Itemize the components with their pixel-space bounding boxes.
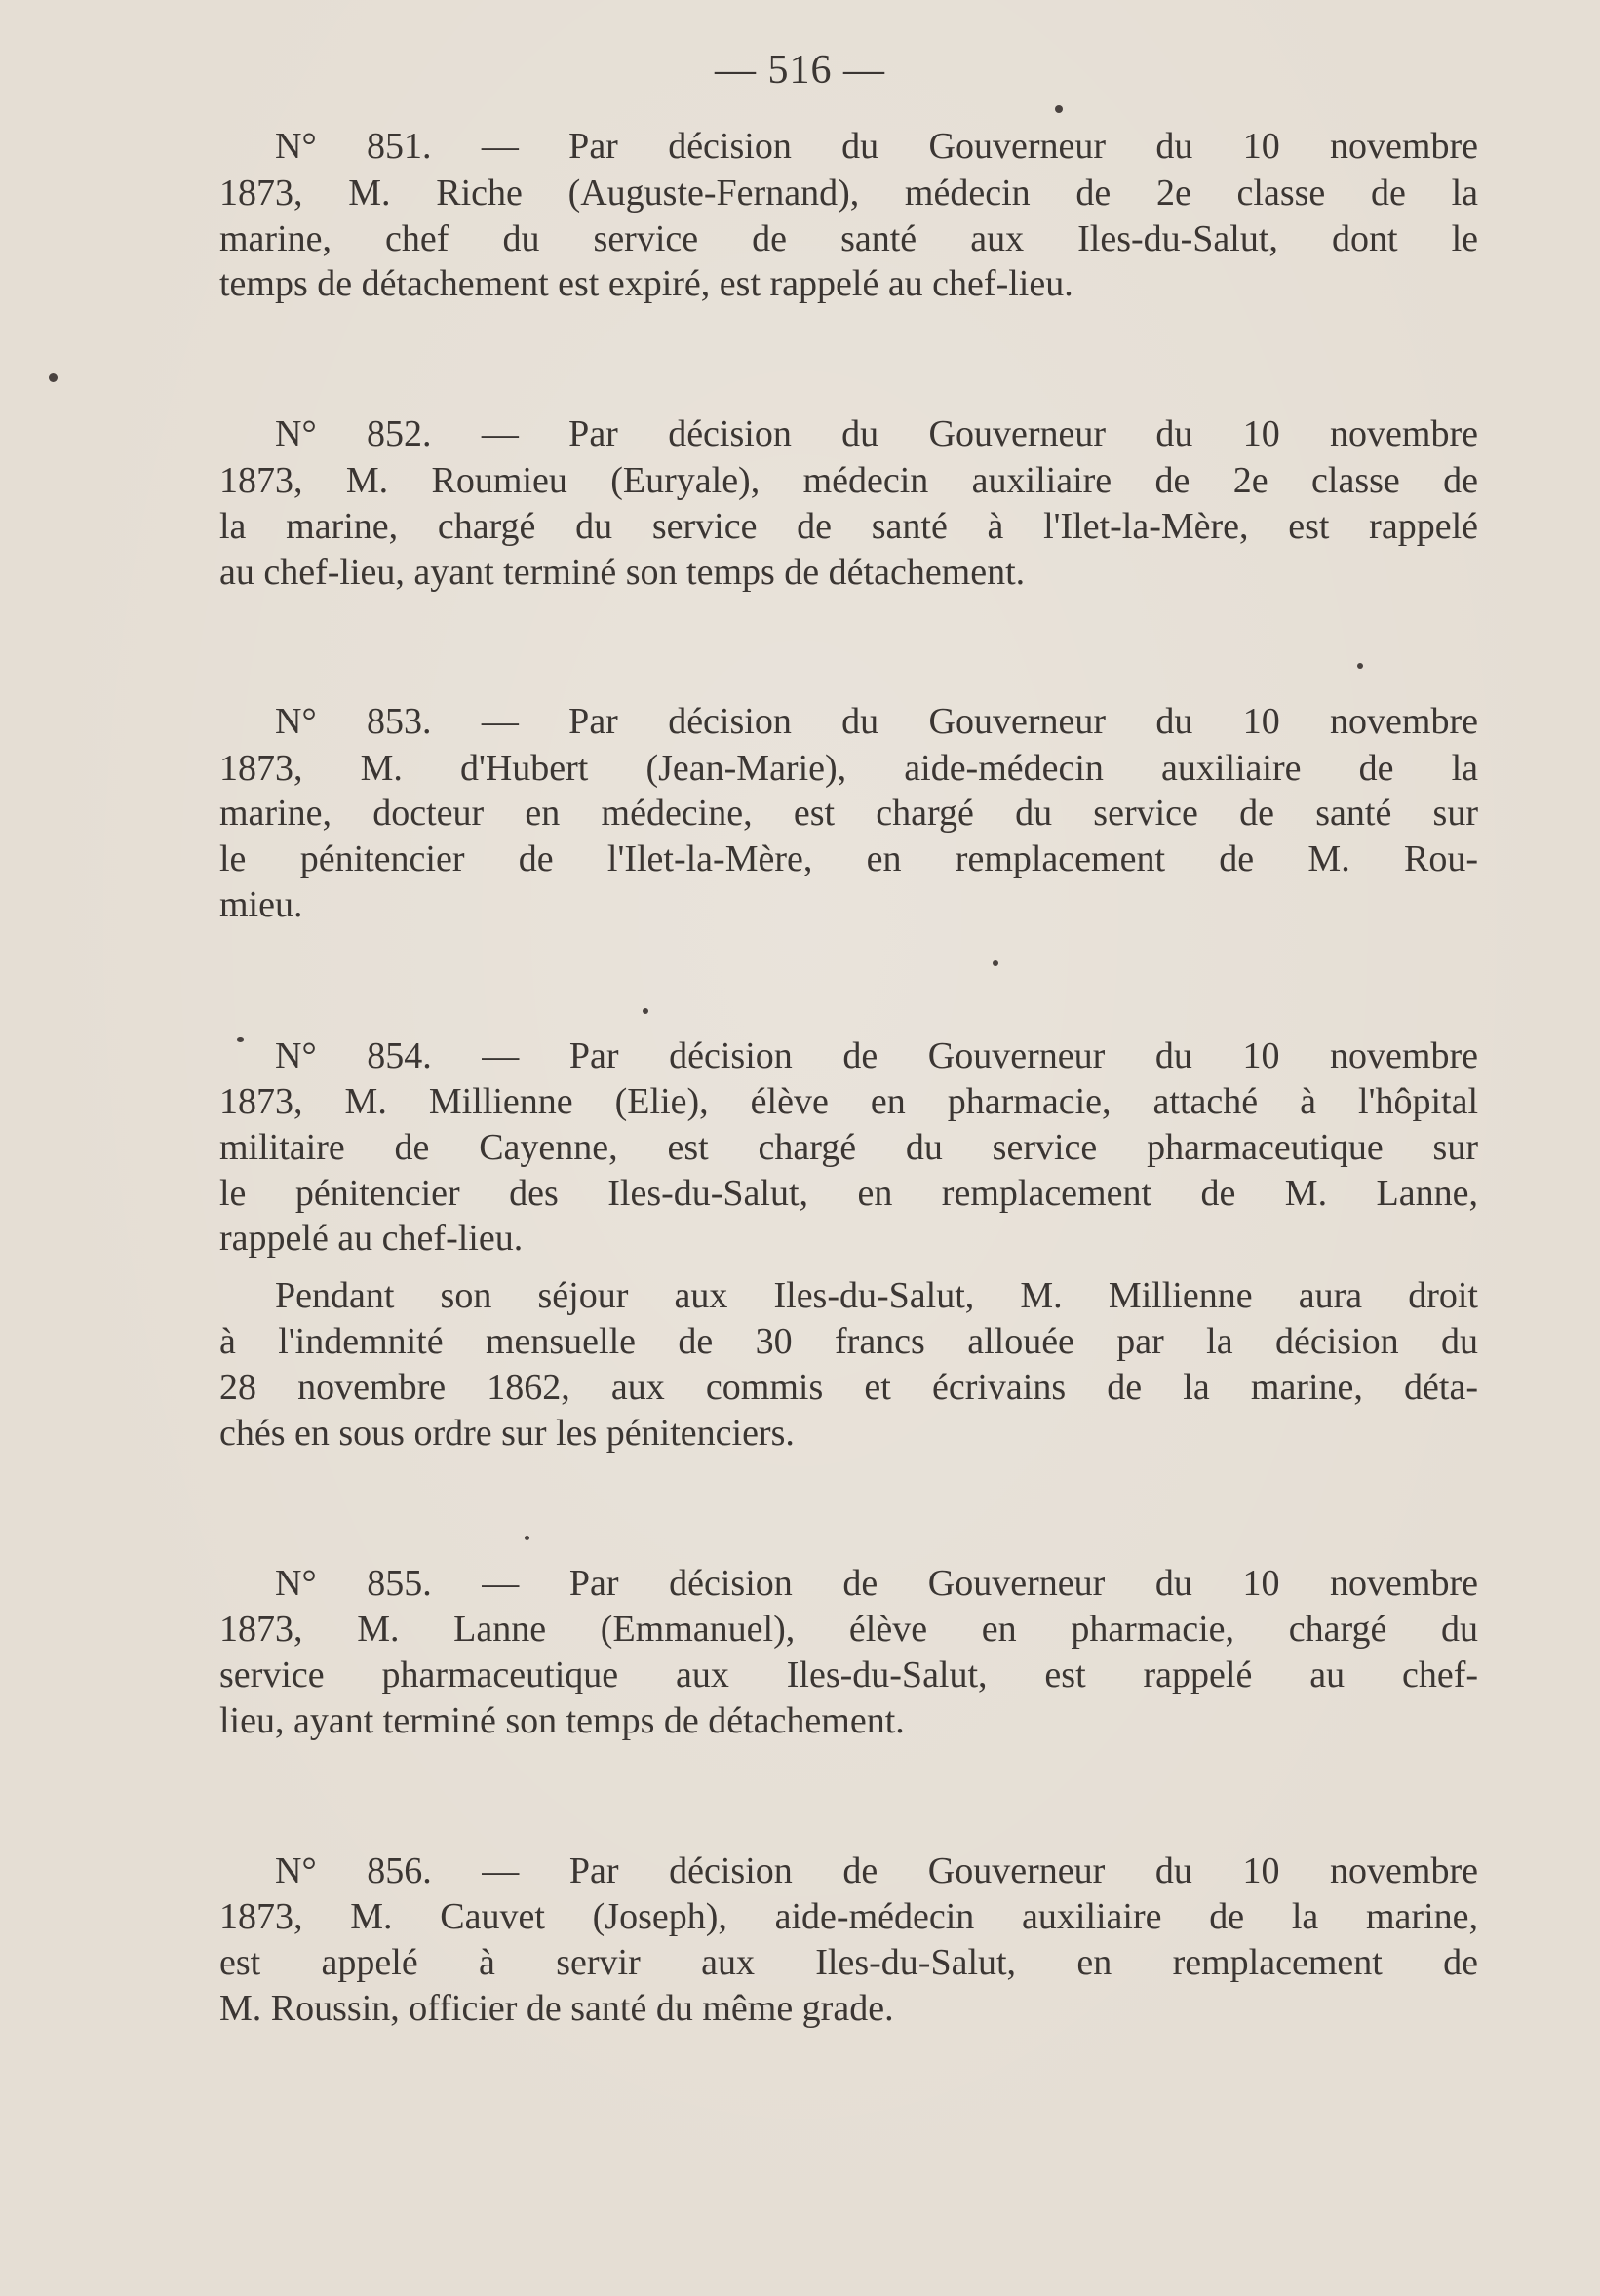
page-number: — 516 — xyxy=(715,48,885,93)
entry-854-line-9: chés en sous ordre sur les pénitenciers. xyxy=(219,1413,795,1454)
entry-854-line-2: 1873, M. Millienne (Elie), élève en pharmacie, attaché à l'hôpital xyxy=(219,1081,1478,1122)
scan-speck xyxy=(525,1536,529,1540)
entry-854-line-4: le pénitencier des Iles-du-Salut, en remplacement de M. Lanne, xyxy=(219,1173,1478,1214)
entry-853-line-3: marine, docteur en médecine, est chargé du service de santé sur xyxy=(219,793,1478,834)
entry-851-line-1: N° 851. — Par décision du Gouverneur du 10 novembre xyxy=(275,126,1478,167)
scan-speck xyxy=(237,1037,244,1042)
entry-856-line-2: 1873, M. Cauvet (Joseph), aide-médecin auxiliaire de la marine, xyxy=(219,1896,1478,1937)
entry-855-line-2: 1873, M. Lanne (Emmanuel), élève en pharmacie, chargé du xyxy=(219,1609,1478,1650)
scan-speck xyxy=(643,1008,648,1014)
entry-855-line-3: service pharmaceutique aux Iles-du-Salut, est rappelé au chef- xyxy=(219,1654,1478,1695)
entry-852-line-3: la marine, chargé du service de santé à l'Ilet-la-Mère, est rappelé xyxy=(219,506,1478,547)
entry-854-line-5: rappelé au chef-lieu. xyxy=(219,1218,524,1259)
entry-852-line-2: 1873, M. Roumieu (Euryale), médecin auxiliaire de 2e classe de xyxy=(219,460,1478,501)
entry-856-line-3: est appelé à servir aux Iles-du-Salut, en remplacement de xyxy=(219,1942,1478,1983)
entry-853-line-5: mieu. xyxy=(219,884,303,925)
entry-854-line-1: N° 854. — Par décision de Gouverneur du 10 novembre xyxy=(275,1035,1478,1076)
scan-speck xyxy=(993,960,998,966)
scan-speck xyxy=(1357,663,1363,669)
scan-speck xyxy=(1055,105,1063,113)
entry-854-line-8: 28 novembre 1862, aux commis et écrivains de la marine, déta- xyxy=(219,1367,1478,1408)
entry-855-line-1: N° 855. — Par décision de Gouverneur du 10 novembre xyxy=(275,1563,1478,1604)
entry-855-line-4: lieu, ayant terminé son temps de détachement. xyxy=(219,1700,905,1741)
entry-851-line-4: temps de détachement est expiré, est rappelé au chef-lieu. xyxy=(219,263,1073,304)
entry-853-line-2: 1873, M. d'Hubert (Jean-Marie), aide-médecin auxiliaire de la xyxy=(219,748,1478,789)
entry-854-line-3: militaire de Cayenne, est chargé du service pharmaceutique sur xyxy=(219,1127,1478,1168)
entry-851-line-3: marine, chef du service de santé aux Iles-du-Salut, dont le xyxy=(219,218,1478,259)
entry-851-line-2: 1873, M. Riche (Auguste-Fernand), médecin de 2e classe de la xyxy=(219,173,1478,214)
entry-853-line-1: N° 853. — Par décision du Gouverneur du 10 novembre xyxy=(275,701,1478,742)
entry-854-line-6: Pendant son séjour aux Iles-du-Salut, M. Millienne aura droit xyxy=(275,1275,1478,1316)
entry-856-line-1: N° 856. — Par décision de Gouverneur du 10 novembre xyxy=(275,1850,1478,1891)
entry-856-line-4: M. Roussin, officier de santé du même grade. xyxy=(219,1988,894,2029)
entry-852-line-4: au chef-lieu, ayant terminé son temps de détachement. xyxy=(219,552,1026,593)
scan-speck xyxy=(49,373,58,382)
entry-852-line-1: N° 852. — Par décision du Gouverneur du 10 novembre xyxy=(275,413,1478,454)
entry-854-line-7: à l'indemnité mensuelle de 30 francs allouée par la décision du xyxy=(219,1321,1478,1362)
entry-853-line-4: le pénitencier de l'Ilet-la-Mère, en remplacement de M. Rou- xyxy=(219,838,1478,879)
